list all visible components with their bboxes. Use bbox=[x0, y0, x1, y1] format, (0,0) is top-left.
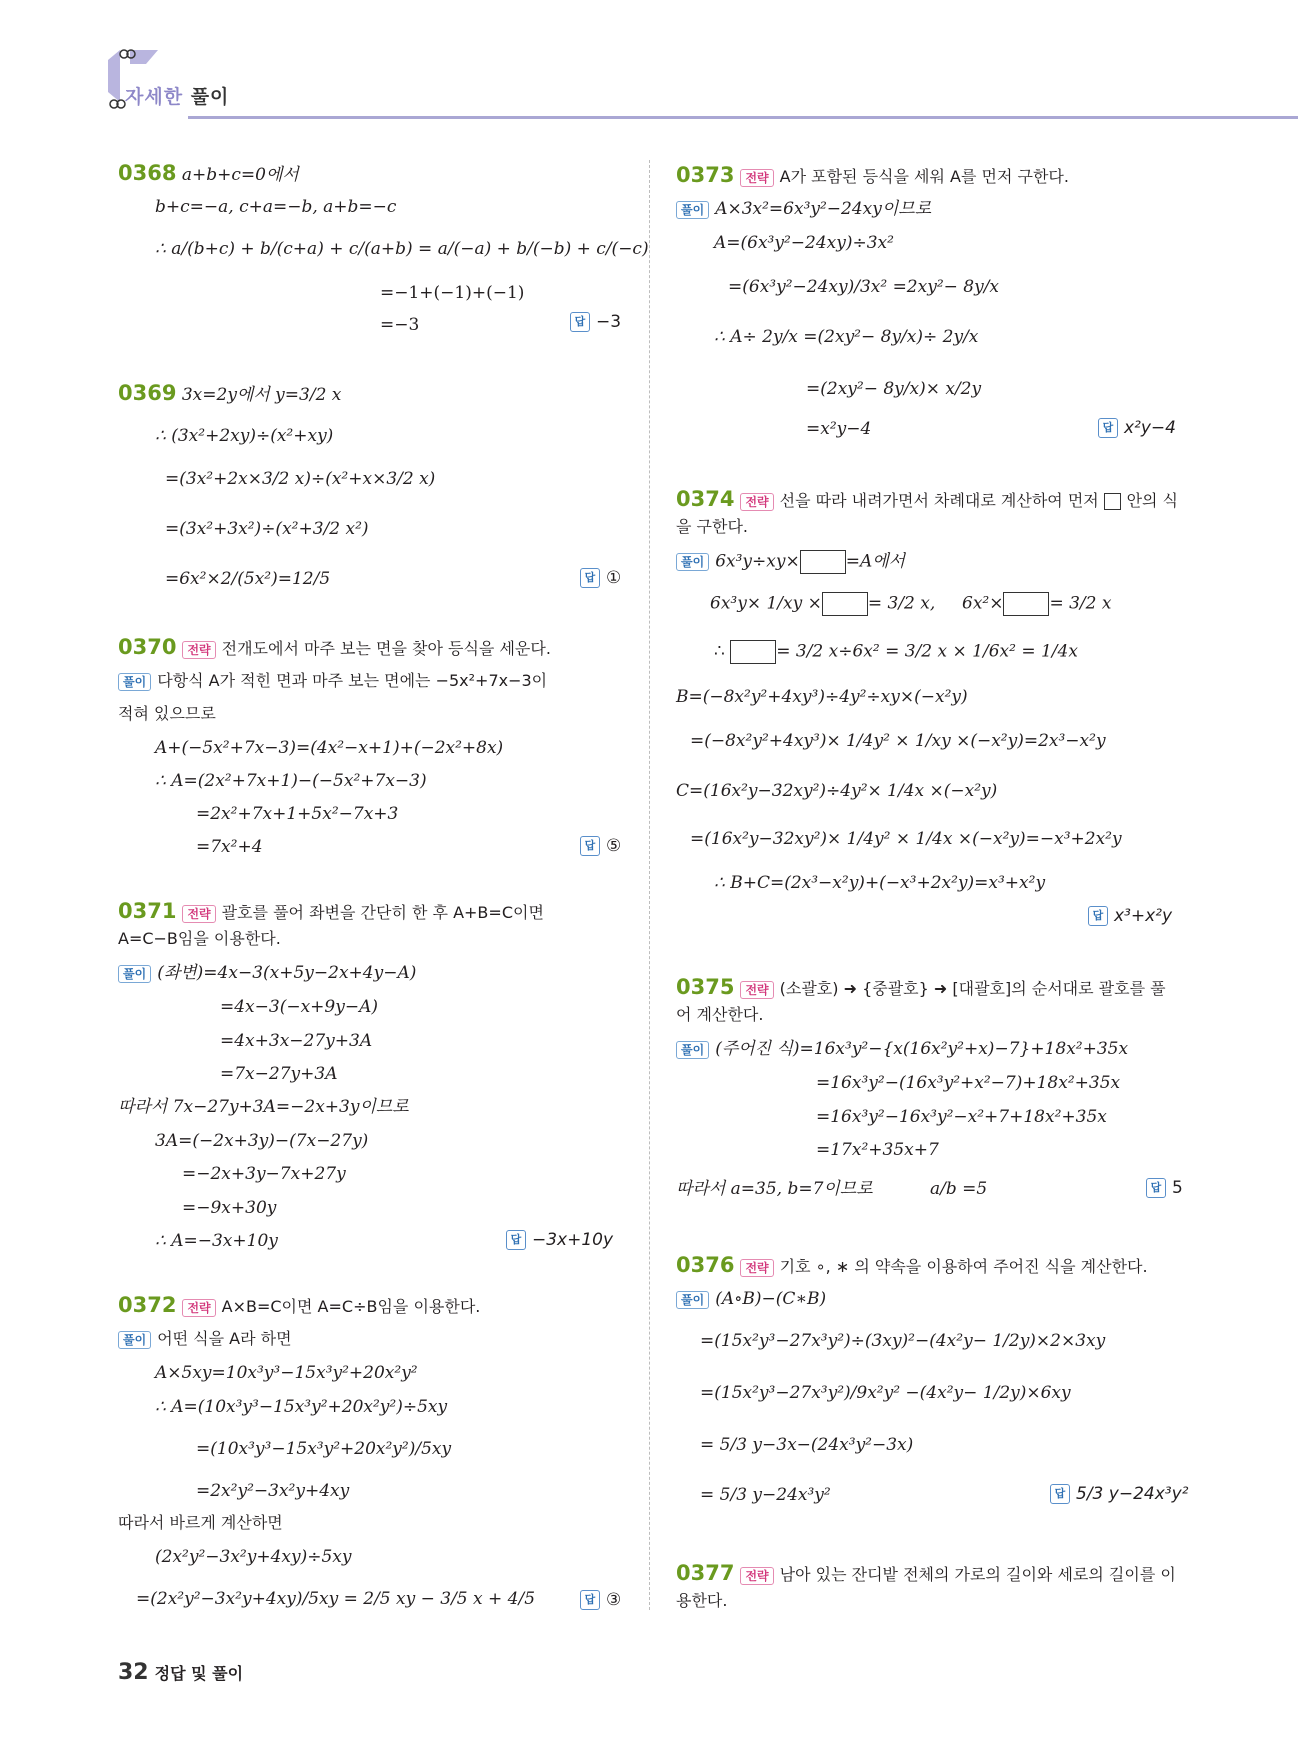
problem-0376-line: = 5/3 y−24x³y² bbox=[700, 1485, 831, 1505]
problem-0370-head: 0370 전략 전개도에서 마주 보는 면을 찾아 등식을 세운다. bbox=[118, 635, 551, 659]
problem-0373-line: =x²y−4 bbox=[806, 419, 872, 439]
problem-0371-strategy2: A=C−B임을 이용한다. bbox=[118, 929, 281, 948]
header-rule bbox=[188, 116, 1298, 119]
problem-0375-strategy2: 어 계산한다. bbox=[676, 1005, 764, 1024]
problem-0368-head: 0368 a+b+c=0에서 bbox=[118, 161, 299, 185]
problem-0371-line: ∴ A=−3x+10y bbox=[155, 1231, 278, 1251]
problem-0372-line: =2x²y²−3x²y+4xy bbox=[196, 1481, 350, 1501]
answer-0370: 답 ⑤ bbox=[580, 836, 621, 856]
problem-0374-line: C=(16x²y−32xy²)÷4y²× 1/4x ×(−x²y) bbox=[676, 781, 998, 801]
problem-0376-line: = 5/3 y−3x−(24x³y²−3x) bbox=[700, 1435, 914, 1455]
problem-0373-head: 0373 전략 A가 포함된 등식을 세워 A를 먼저 구한다. bbox=[676, 163, 1069, 187]
problem-0375-line: 풀이 (주어진 식)=16x³y²−{x(16x²y²+x)−7}+18x²+35x bbox=[676, 1038, 1128, 1060]
problem-0370-line: 풀이 다항식 A가 적힌 면과 마주 보는 면에는 −5x²+7x−3이 bbox=[118, 670, 547, 692]
blank-box bbox=[800, 550, 846, 574]
problem-0373-line: =(6x³y²−24xy)/3x² =2xy²− 8y/x bbox=[728, 277, 1000, 297]
problem-0374-line: 풀이 6x³y÷xy× =A에서 bbox=[676, 550, 905, 574]
answer-0374: 답 x³+x²y bbox=[1088, 906, 1172, 926]
problem-0376-line: =(15x²y³−27x³y²)/9x²y² −(4x²y− 1/2y)×6xy bbox=[700, 1383, 1071, 1403]
header-title: 자세한 풀이 bbox=[125, 86, 230, 108]
problem-0372-head: 0372 전략 A×B=C이면 A=C÷B임을 이용한다. bbox=[118, 1293, 481, 1317]
problem-0375-line: 따라서 a=35, b=7이므로 bbox=[676, 1179, 873, 1199]
problem-0374-head: 0374 전략 선을 따라 내려가면서 차례대로 계산하여 먼저 안의 식 bbox=[676, 487, 1179, 511]
problem-0368-line: ∴ a/(b+c) + b/(c+a) + c/(a+b) = a/(−a) + b/(−b) + c/(−c) bbox=[155, 239, 649, 259]
problem-0373-line: ∴ A÷ 2y/x =(2xy²− 8y/x)÷ 2y/x bbox=[714, 327, 979, 347]
problem-0375-line: =16x³y²−16x³y²−x²+7+18x²+35x bbox=[816, 1107, 1107, 1127]
problem-0371-line: =4x−3(−x+9y−A) bbox=[220, 997, 378, 1017]
problem-0373-line: A=(6x³y²−24xy)÷3x² bbox=[714, 233, 894, 253]
problem-0377-head: 0377 전략 남아 있는 잔디밭 전체의 가로의 길이와 세로의 길이를 이 bbox=[676, 1561, 1176, 1585]
problem-0376-line: 풀이 (A∘B)−(C∗B) bbox=[676, 1288, 826, 1310]
problem-0372-line: 따라서 바르게 계산하면 bbox=[118, 1513, 283, 1532]
problem-0368-line: =−3 bbox=[380, 315, 420, 335]
problem-0374-line: 6x²× = 3/2 x bbox=[962, 592, 1111, 616]
answer-0371: 답 −3x+10y bbox=[506, 1230, 613, 1250]
problem-0371-line: 3A=(−2x+3y)−(7x−27y) bbox=[155, 1131, 369, 1151]
answer-0369: 답 ① bbox=[580, 568, 621, 588]
problem-0374-strategy3: 을 구한다. bbox=[676, 517, 748, 536]
problem-0376-line: =(15x²y³−27x³y²)÷(3xy)²−(4x²y− 1/2y)×2×3xy bbox=[700, 1331, 1106, 1351]
problem-0371-line: =−2x+3y−7x+27y bbox=[182, 1164, 346, 1184]
problem-0375-line: a/b =5 bbox=[930, 1179, 988, 1199]
problem-0372-line: =(10x³y³−15x³y²+20x²y²)/5xy bbox=[196, 1439, 452, 1459]
problem-0369-line: =(3x²+2x×3/2 x)÷(x²+x×3/2 x) bbox=[165, 469, 436, 489]
problem-0370-line: =2x²+7x+1+5x²−7x+3 bbox=[196, 804, 399, 824]
problem-0368-line: =−1+(−1)+(−1) bbox=[380, 283, 525, 303]
problem-0370-line: ∴ A=(2x²+7x+1)−(−5x²+7x−3) bbox=[155, 771, 427, 791]
problem-0371-line: =−9x+30y bbox=[182, 1198, 277, 1218]
page-number: 32 bbox=[118, 1660, 149, 1685]
problem-0374-line: B=(−8x²y²+4xy³)÷4y²÷xy×(−x²y) bbox=[676, 687, 968, 707]
problem-0369-line: =6x²×2/(5x²)=12/5 bbox=[165, 569, 331, 589]
problem-0372-line: ∴ A=(10x³y³−15x³y²+20x²y²)÷5xy bbox=[155, 1397, 448, 1417]
answer-0368: 답 −3 bbox=[570, 312, 621, 332]
blank-box bbox=[1003, 592, 1049, 616]
problem-0374-line: ∴ = 3/2 x÷6x² = 3/2 x × 1/6x² = 1/4x bbox=[714, 640, 1078, 664]
page-footer bbox=[118, 1660, 243, 1685]
problem-0374-line: ∴ B+C=(2x³−x²y)+(−x³+2x²y)=x³+x²y bbox=[714, 873, 1046, 893]
blank-box bbox=[730, 640, 776, 664]
problem-0374-line: =(16x²y−32xy²)× 1/4y² × 1/4x ×(−x²y)=−x³+2x²y bbox=[690, 829, 1122, 849]
problem-0371-head: 0371 전략 괄호를 풀어 좌변을 간단히 한 후 A+B=C이면 bbox=[118, 899, 544, 923]
column-divider bbox=[649, 160, 650, 1610]
problem-0373-line: 풀이 A×3x²=6x³y²−24xy이므로 bbox=[676, 198, 931, 220]
problem-0375-line: =16x³y²−(16x³y²+x²−7)+18x²+35x bbox=[816, 1073, 1121, 1093]
answer-0375: 답 5 bbox=[1146, 1178, 1183, 1198]
problem-0371-line: 따라서 7x−27y+3A=−2x+3y이므로 bbox=[118, 1097, 409, 1117]
problem-0374-line: =(−8x²y²+4xy³)× 1/4y² × 1/xy ×(−x²y)=2x³−x²y bbox=[690, 731, 1106, 751]
problem-0375-line: =17x²+35x+7 bbox=[816, 1140, 939, 1160]
problem-0376-head: 0376 전략 기호 ∘, ∗ 의 약속을 이용하여 주어진 식을 계산한다. bbox=[676, 1253, 1148, 1277]
problem-0377-strategy2: 용한다. bbox=[676, 1591, 728, 1610]
problem-0368-line: b+c=−a, c+a=−b, a+b=−c bbox=[155, 197, 397, 217]
problem-0371-line: =7x−27y+3A bbox=[220, 1064, 338, 1084]
problem-0372-line: =(2x²y²−3x²y+4xy)/5xy = 2/5 xy − 3/5 x + 4/5 bbox=[136, 1589, 536, 1609]
answer-0372: 답 ③ bbox=[580, 1590, 621, 1610]
footer-label: 정답 및 풀이 bbox=[154, 1664, 244, 1683]
problem-0369-line: ∴ (3x²+2xy)÷(x²+xy) bbox=[155, 426, 334, 446]
problem-0375-head: 0375 전략 (소괄호) ➜ {중괄호} ➜ [대괄호]의 순서대로 괄호를 풀 bbox=[676, 975, 1166, 999]
problem-0369-line: =(3x²+3x²)÷(x²+3/2 x²) bbox=[165, 519, 369, 539]
problem-0371-line: =4x+3x−27y+3A bbox=[220, 1031, 373, 1051]
problem-0373-line: =(2xy²− 8y/x)× x/2y bbox=[806, 379, 982, 399]
answer-0376: 답 5/3 y−24x³y² bbox=[1050, 1484, 1188, 1504]
problem-0374-line: 6x³y× 1/xy × = 3/2 x, bbox=[710, 592, 935, 616]
problem-0370-line: 적혀 있으므로 bbox=[118, 704, 216, 723]
problem-0370-line: =7x²+4 bbox=[196, 837, 263, 857]
problem-0371-line: 풀이 (좌변)=4x−3(x+5y−2x+4y−A) bbox=[118, 962, 416, 984]
blank-box-icon bbox=[1104, 493, 1121, 510]
answer-0373: 답 x²y−4 bbox=[1098, 418, 1176, 438]
problem-0369-head: 0369 3x=2y에서 y=3/2 x bbox=[118, 381, 342, 405]
problem-0372-line: (2x²y²−3x²y+4xy)÷5xy bbox=[155, 1547, 352, 1567]
problem-0372-line: 풀이 어떤 식을 A라 하면 bbox=[118, 1328, 292, 1350]
problem-0372-line: A×5xy=10x³y³−15x³y²+20x²y² bbox=[155, 1363, 418, 1383]
blank-box bbox=[822, 592, 868, 616]
problem-0370-line: A+(−5x²+7x−3)=(4x²−x+1)+(−2x²+8x) bbox=[155, 738, 504, 758]
